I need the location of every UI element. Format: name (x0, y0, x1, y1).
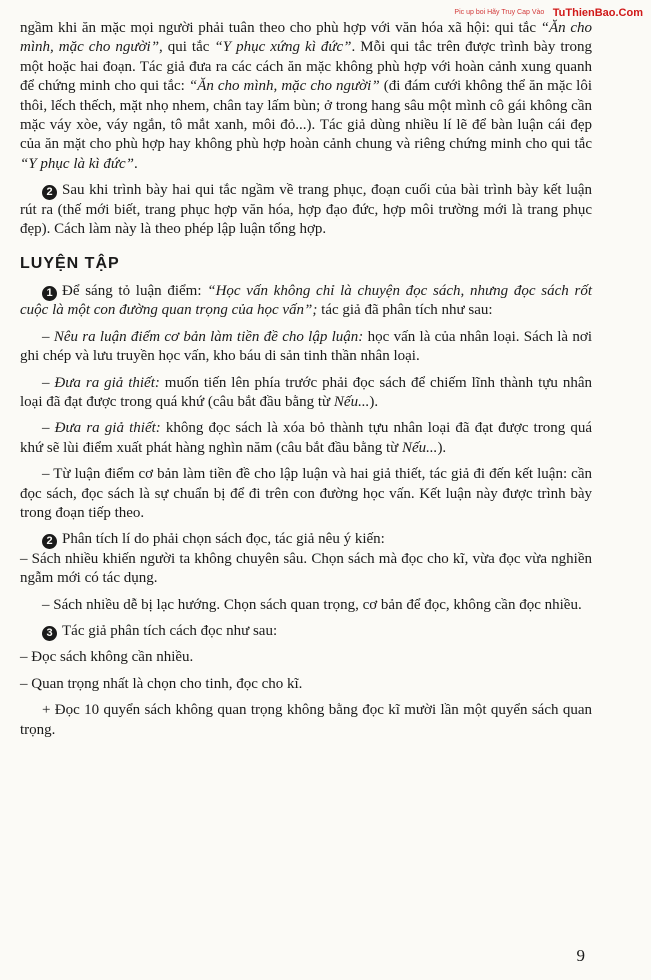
quote-thesis: “Học vấn không chỉ là chuyện đọc sách, nhưng đọc sách rốt cuộc là một con đường quan trọng của học vấn”; (20, 282, 592, 319)
paragraph-conclusion (20, 181, 592, 239)
number-badge: 3 (42, 626, 57, 641)
exercise-1-point-4: – Từ luận điểm cơ bản làm tiền đề cho lập luận và hai giả thiết, tác giả đi đến kết luận: cần đọc sách, đọc sách là sự chuẩn bị để đi trên con đường học vấn. Kết luận này được trình bày trong đoạn tiếp theo. (20, 466, 592, 521)
text-span: (đi đám cưới không thể ăn mặc lôi thôi, lếch thếch, mặt nhọ nhem, chân tay lấm bùn; ở trong hang sâu một mình cô gái không cần mặc váy xòe, váy ngắn, tô mắt xanh, môi đỏ...). Tác giả dùng nhiều lí lẽ để bàn luận cái đẹp của ăn mặt cho phù hợp hay không phù hợp hoàn cảnh chung và riêng chứng minh cho qui tắc (20, 78, 592, 153)
text-span: , qui tắc (159, 39, 215, 56)
italic-lead: Đưa ra giả thiết: (54, 420, 161, 437)
quote-rule-3: “Y phục là kì đức” (20, 155, 135, 172)
exercise-1-point-1 (20, 328, 592, 367)
text-span: – (42, 328, 54, 345)
exercise-2-intro (20, 530, 592, 549)
exercise-3-point-3: + Đọc 10 quyển sách không quan trọng không bằng đọc kĩ mười lần một quyển sách quan trọng. (20, 702, 592, 738)
italic-lead: Đưa ra giả thiết: (54, 374, 160, 391)
text-span: ngầm khi ăn mặc mọi người phải tuân theo cho phù hợp với văn hóa xã hội: qui tắc (20, 20, 541, 36)
text-span: Để sáng tỏ luận điểm: (62, 282, 208, 299)
exercise-3-point-2: – Quan trọng nhất là chọn cho tinh, đọc cho kĩ. (20, 675, 303, 692)
exercise-1-intro (20, 282, 592, 321)
page-content (20, 19, 592, 740)
exercise-3-intro (20, 622, 592, 641)
italic-word: Nếu... (402, 439, 438, 456)
number-badge: 2 (42, 534, 57, 549)
paragraph-dress-rules (20, 19, 592, 174)
text-span: Sau khi trình bày hai qui tắc ngầm về trang phục, đoạn cuối của bài trình bày kết luận rút ra (thế mới biết, trang phục hợp văn hóa, hợp đạo đức, hợp môi trường mới là trang phục đẹp). Cách làm này là theo phép lập luận tổng hợp. (20, 182, 592, 238)
text-span: Tác giả phân tích cách đọc như sau: (62, 622, 278, 639)
exercise-3-point-1: – Đọc sách không cần nhiều. (20, 649, 194, 666)
section-heading: LUYỆN TẬP (20, 255, 120, 273)
exercise-1-point-3 (20, 419, 592, 458)
watermark-caption: Pic up boi Hãy Truy Cap Vào (454, 9, 545, 17)
exercise-2-point-2: – Sách nhiều dễ bị lạc hướng. Chọn sách quan trọng, cơ bản để đọc, không cần đọc nhiều. (42, 596, 582, 613)
exercise-1-point-2 (20, 374, 592, 413)
text-span: tác giả đã phân tích như sau: (317, 302, 493, 319)
text-span: ). (369, 393, 379, 410)
text-span: . (134, 155, 138, 172)
text-span: Phân tích lí do phải chọn sách đọc, tác giả nêu ý kiến: (62, 531, 385, 548)
text-span: – (42, 374, 55, 391)
text-span: không đọc sách là xóa bỏ thành tựu nhân loại đã đạt được trong quá khứ sẽ lùi điểm xuất phát hàng nghìn năm (câu bắt đầu bằng từ (20, 420, 593, 456)
text-span: ). (437, 439, 447, 456)
text-span: – (42, 420, 55, 437)
quote-rule-1-repeat: “Ăn cho mình, mặc cho người” (188, 78, 380, 95)
watermark-site: TuThienBao.Com (552, 6, 643, 19)
page-number: 9 (576, 946, 585, 965)
italic-lead: Nêu ra luận điểm cơ bản làm tiền đề cho lập luận: (53, 328, 364, 345)
text-span: . Mỗi qui tắc trên được trình bày trong một hoặc hai đoạn. Tác giả đưa ra các cách ăn mặc không phù hợp với hoàn cảnh xung quanh để chứng minh cho qui tắc: (20, 39, 592, 95)
text-span: học vấn là của nhân loại. Sách là nơi ghi chép và lưu truyền học vấn, kho báu di sản tinh thần nhân loại. (20, 328, 592, 365)
exercise-2-point-1: – Sách nhiều khiến người ta không chuyên sâu. Chọn sách mà đọc cho kĩ, vừa đọc vừa nghiền ngẫm mới có tác dụng. (20, 550, 592, 587)
italic-word: Nếu... (333, 393, 370, 410)
quote-rule-1: “Ăn cho mình, mặc cho người” (20, 20, 592, 56)
text-span: muốn tiến lên phía trước phải đọc sách để chiếm lĩnh thành tựu nhân loại đã đạt được trong quá khứ (câu bắt đầu bằng từ (20, 374, 592, 410)
number-badge: 2 (42, 185, 57, 200)
number-badge: 1 (42, 286, 57, 301)
quote-rule-2: “Y phục xứng kì đức” (214, 39, 352, 56)
